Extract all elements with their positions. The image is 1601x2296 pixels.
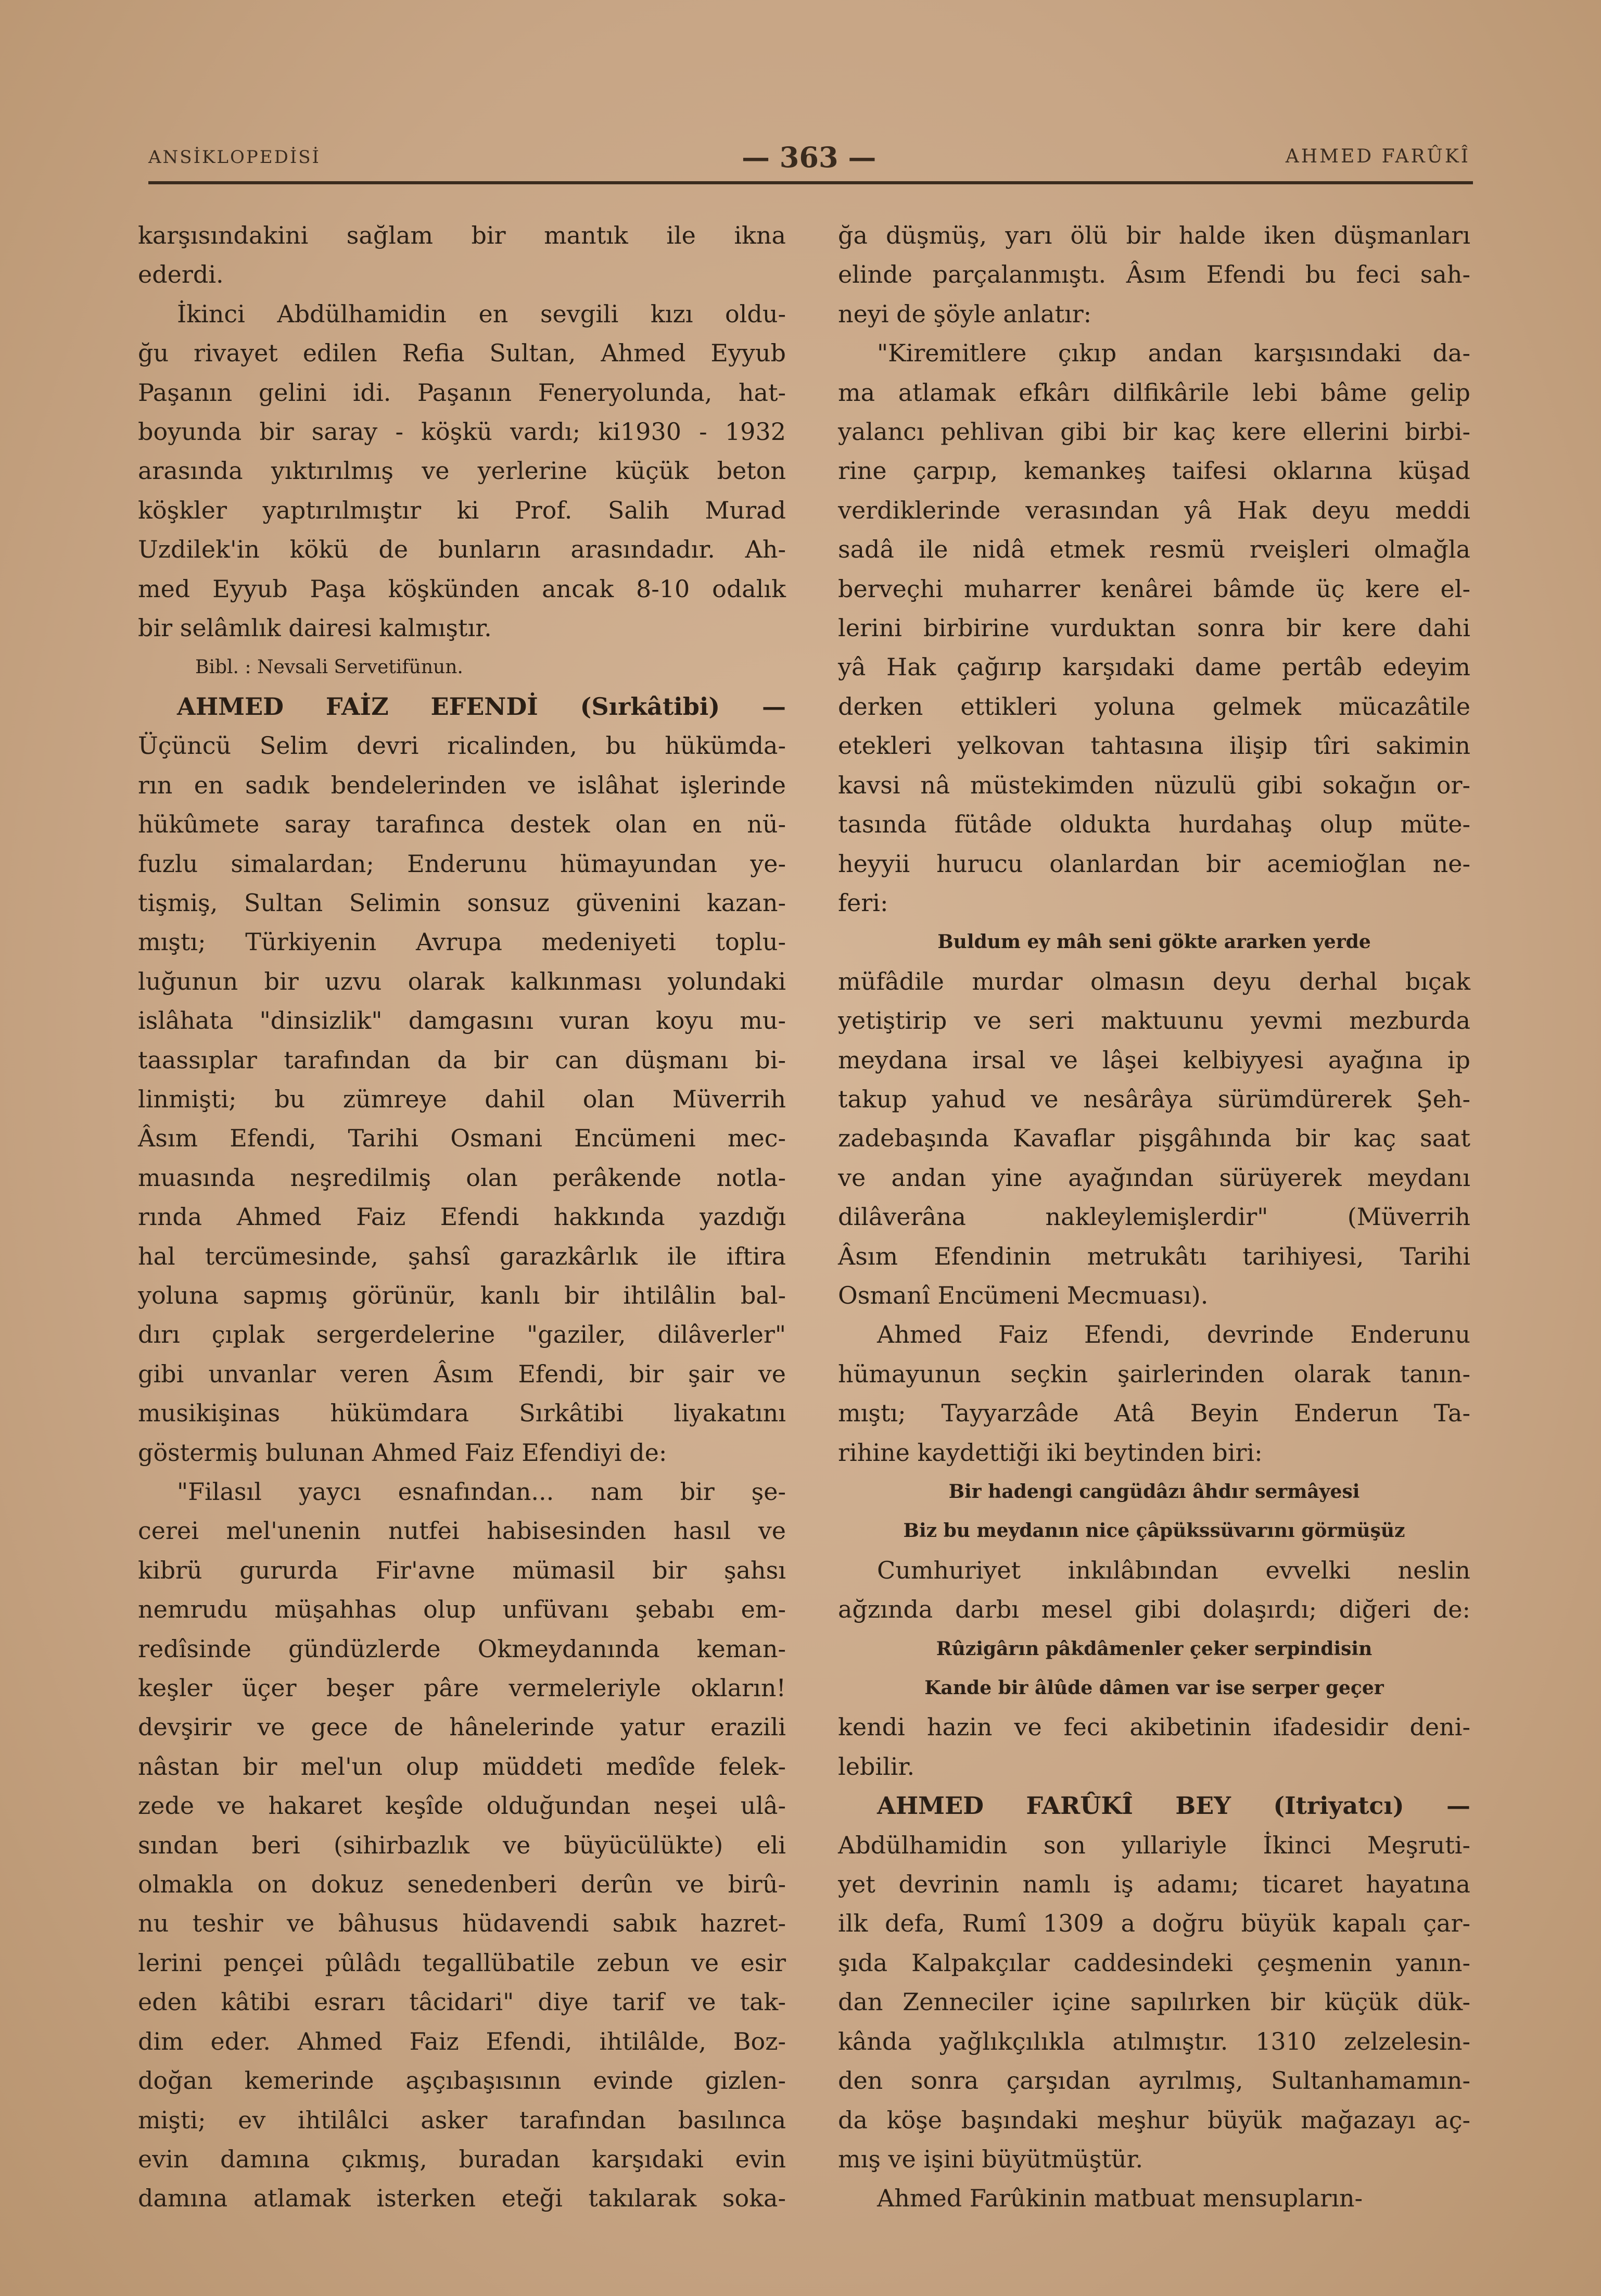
text-line: ğa düşmüş, yarı ölü bir halde iken düşmanları — [838, 221, 1470, 249]
running-header — [148, 141, 1470, 177]
text-line: Uzdilek'in kökü de bunların arasındadır. Ah- — [138, 535, 786, 564]
text-line: zede ve hakaret keşîde olduğundan neşei ulâ- — [138, 1792, 786, 1820]
entry-heading — [838, 1786, 1470, 1825]
text-line: Üçüncü Selim devri ricalinden, bu hükümda- — [138, 731, 786, 760]
verse-line: Biz bu meydanın nice çâpükssüvarını görmüşüz — [903, 1520, 1405, 1542]
text-line: taassıplar tarafından da bir can düşmanı bi- — [138, 1045, 786, 1074]
text-line: dan Zenneciler içine sapılırken bir küçük dük- — [838, 1988, 1470, 2016]
text-line: ğu rivayet edilen Refia Sultan, Ahmed Eyyub — [138, 339, 786, 368]
text-line: islâhata "dinsizlik" damgasını vuran koyu mu- — [138, 1006, 786, 1035]
text-line: "Filasıl yaycı esnafından... nam bir şe- — [177, 1478, 786, 1506]
text-line: Paşanın gelini idi. Paşanın Feneryolunda, hat- — [138, 378, 786, 407]
text-line: Abdülhamidin son yıllariyle İkinci Meşruti- — [838, 1831, 1470, 1859]
text-line: rında Ahmed Faiz Efendi hakkında yazdığı — [138, 1203, 786, 1231]
page-number: — 363 — — [742, 141, 876, 174]
bibliography-note: Bibl. : Nevsali Servetifünun. — [195, 657, 463, 678]
header-rule — [148, 181, 1473, 184]
text-line: şıda Kalpakçılar caddesindeki çeşmenin yanın- — [838, 1948, 1470, 1977]
entry-title: AHMED FARÛKÎ BEY — [877, 1792, 1231, 1820]
text-line: meydana irsal ve lâşei kelbiyyesi ayağına ip — [838, 1045, 1470, 1074]
text-line: verdiklerinde verasından yâ Hak deyu meddi — [838, 496, 1470, 524]
text-line: yoluna sapmış görünür, kanlı bir ihtilâlin bal- — [138, 1281, 786, 1309]
text-line: kibrü gururda Fir'avne mümasil bir şahsı — [138, 1556, 786, 1584]
text-line: yâ Hak çağırıp karşıdaki dame pertâb edeyim — [838, 653, 1470, 682]
text-line: Âsım Efendi, Tarihi Osmani Encümeni mec- — [138, 1124, 786, 1153]
text-line: nâstan bir mel'un olup müddeti medîde felek- — [138, 1752, 786, 1781]
text-line: hükûmete saray tarafınca destek olan en nü- — [138, 810, 786, 839]
text-line: kânda yağlıkçılıkla atılmıştır. 1310 zelzelesin- — [838, 2027, 1470, 2055]
text-line: mıştı; Tayyarzâde Atâ Beyin Enderun Ta- — [838, 1399, 1470, 1428]
text-line: Ahmed Faiz Efendi, devrinde Enderunu — [877, 1320, 1470, 1349]
text-line: köşkler yaptırılmıştır ki Prof. Salih Murad — [138, 496, 786, 524]
text-line: Ahmed Farûkinin matbuat mensupların- — [877, 2184, 1363, 2213]
text-line: den sonra çarşıdan ayrılmış, Sultanhamamın- — [838, 2066, 1470, 2095]
text-line: dilâverâna nakleylemişlerdir" (Müverrih — [838, 1203, 1470, 1231]
text-line: yet devrinin namlı iş adamı; ticaret hayatına — [838, 1870, 1470, 1899]
text-line: evin damına çıkmış, buradan karşıdaki evin — [138, 2144, 786, 2173]
text-line: ağzında darbı mesel gibi dolaşırdı; diğeri de: — [838, 1595, 1470, 1624]
verse-line: Buldum ey mâh seni gökte ararken yerde — [937, 931, 1371, 953]
text-line: zadebaşında Kavaflar pişgâhında bir kaç saat — [838, 1124, 1470, 1153]
text-line: rihine kaydettiği iki beytinden biri: — [838, 1438, 1263, 1467]
verse-line: Rûzigârın pâkdâmenler çeker serpindisin — [936, 1637, 1373, 1660]
text-line: boyunda bir saray - köşkü vardı; ki1930 - 1932 — [138, 418, 786, 446]
text-line: tişmiş, Sultan Selimin sonsuz güvenini kazan- — [138, 888, 786, 917]
text-line: takup yahud ve nesârâya sürümdürerek Şeh- — [838, 1084, 1470, 1113]
text-line: rın en sadık bendelerinden ve islâhat işlerinde — [138, 771, 786, 799]
text-line: doğan kemerinde aşçıbaşısının evinde gizlen- — [138, 2066, 786, 2095]
text-line: fuzlu simalardan; Enderunu hümayundan ye- — [138, 849, 786, 878]
header-right: AHMED FARÛKÎ — [1285, 146, 1470, 167]
text-line: karşısındakini sağlam bir mantık ile ikna — [138, 221, 786, 249]
text-line: lerini birbirine vurduktan sonra bir kere dahi — [838, 614, 1470, 642]
text-line: arasında yıktırılmış ve yerlerine küçük beton — [138, 457, 786, 485]
entry-heading — [138, 687, 786, 726]
text-line: olmakla on dokuz senedenberi derûn ve birû- — [138, 1870, 786, 1899]
text-line: Âsım Efendinin metrukâtı tarihiyesi, Tarihi — [838, 1242, 1470, 1270]
text-line: derken ettikleri yoluna gelmek mücazâtile — [838, 692, 1470, 721]
text-line: eden kâtibi esrarı tâcidari" diye tarif ve tak- — [138, 1988, 786, 2016]
text-line: keşler üçer beşer pâre vermeleriyle okların! — [138, 1674, 786, 1702]
text-line: dim eder. Ahmed Faiz Efendi, ihtilâlde, Boz- — [138, 2027, 786, 2055]
text-line: rine çarpıp, kemankeş taifesi oklarına küşad — [838, 457, 1470, 485]
text-line: "Kiremitlere çıkıp andan karşısındaki da- — [877, 339, 1470, 368]
text-line: cerei mel'unenin nutfei habisesinden hasıl ve — [138, 1517, 786, 1545]
text-line: linmişti; bu zümreye dahil olan Müverrih — [138, 1084, 786, 1113]
text-line: ilk defa, Rumî 1309 a doğru büyük kapalı çar- — [838, 1909, 1470, 1938]
text-line: İkinci Abdülhamidin en sevgili kızı oldu- — [177, 299, 786, 328]
text-line: mış ve işini büyütmüştür. — [838, 2144, 1143, 2173]
text-line: yetiştirip ve seri maktuunu yevmi mezburda — [838, 1006, 1470, 1035]
text-line: ma atlamak efkârı dilfikârile lebi bâme gelip — [838, 378, 1470, 407]
text-line: redîsinde gündüzlerde Okmeydanında keman- — [138, 1634, 786, 1663]
text-line: mişti; ev ihtilâlci asker tarafından basılınca — [138, 2105, 786, 2134]
text-line: sadâ ile nidâ etmek resmü rveişleri olmağla — [838, 535, 1470, 564]
right-column — [838, 216, 1470, 2218]
text-line: damına atlamak isterken eteği takılarak soka- — [138, 2184, 786, 2213]
text-line: devşirir ve gece de hânelerinde yatur erazili — [138, 1713, 786, 1742]
text-line: berveçhi muharrer kenârei bâmde üç kere el- — [838, 574, 1470, 603]
text-line: heyyii hurucu olanlardan bir acemioğlan ne- — [838, 849, 1470, 878]
entry-subtitle: (Sırkâtibi) — — [538, 692, 786, 721]
text-line: gibi unvanlar veren Âsım Efendi, bir şair ve — [138, 1359, 786, 1388]
text-line: ederdi. — [138, 260, 224, 289]
text-line: Osmanî Encümeni Mecmuası). — [838, 1281, 1209, 1309]
header-left: ANSİKLOPEDİSİ — [148, 147, 321, 168]
text-line: feri: — [838, 888, 888, 917]
text-line: nemrudu müşahhas olup unfüvanı şebabı em- — [138, 1595, 786, 1624]
verse-line: Kande bir âlûde dâmen var ise serper geçer — [924, 1677, 1384, 1699]
text-line: luğunun bir uzvu olarak kalkınması yolundaki — [138, 967, 786, 995]
text-line: elinde parçalanmıştı. Âsım Efendi bu feci sah- — [838, 260, 1470, 289]
verse-line: Bir hadengi cangüdâzı âhdır sermâyesi — [948, 1481, 1360, 1503]
text-line: hümayunun seçkin şairlerinden olarak tanın- — [838, 1359, 1470, 1388]
text-line: hal tercümesinde, şahsî garazkârlık ile iftira — [138, 1242, 786, 1270]
text-line: musikişinas hükümdara Sırkâtibi liyakatını — [138, 1399, 786, 1428]
text-line: kendi hazin ve feci akibetinin ifadesidir deni- — [838, 1713, 1470, 1742]
text-line: ve andan yine ayağından sürüyerek meydanı — [838, 1163, 1470, 1192]
text-line: göstermiş bulunan Ahmed Faiz Efendiyi de: — [138, 1438, 667, 1467]
text-line: nu teshir ve bâhusus hüdavendi sabık hazret- — [138, 1909, 786, 1938]
text-line: tasında fütâde oldukta hurdahaş olup müte- — [838, 810, 1470, 839]
text-line: müfâdile murdar olmasın deyu derhal bıçak — [838, 967, 1470, 995]
text-line: bir selâmlık dairesi kalmıştır. — [138, 614, 492, 642]
text-line: neyi de şöyle anlatır: — [838, 299, 1092, 328]
text-line: lerini pençei pûlâdı tegallübatile zebun ve esir — [138, 1948, 786, 1977]
text-line: yalancı pehlivan gibi bir kaç kere ellerini birbi- — [838, 418, 1470, 446]
text-line: Cumhuriyet inkılâbından evvelki neslin — [877, 1556, 1470, 1584]
text-line: mıştı; Türkiyenin Avrupa medeniyeti toplu- — [138, 928, 786, 956]
text-line: dırı çıplak sergerdelerine "gaziler, dilâverler" — [138, 1320, 786, 1349]
text-line: sından beri (sihirbazlık ve büyücülükte) eli — [138, 1831, 786, 1859]
text-line: lebilir. — [838, 1752, 915, 1781]
text-line: da köşe başındaki meşhur büyük mağazayı aç- — [838, 2105, 1470, 2134]
entry-title: AHMED FAİZ EFENDİ — [177, 692, 538, 721]
text-line: muasında neşredilmiş olan perâkende notla- — [138, 1163, 786, 1192]
text-line: etekleri yelkovan tahtasına ilişip tîri sakimin — [838, 731, 1470, 760]
left-column — [138, 216, 786, 2218]
text-line: kavsi nâ müstekimden nüzulü gibi sokağın or- — [838, 771, 1470, 799]
entry-subtitle: (Itriyatcı) — — [1231, 1792, 1470, 1820]
text-line: med Eyyub Paşa köşkünden ancak 8-10 odalık — [138, 574, 786, 603]
